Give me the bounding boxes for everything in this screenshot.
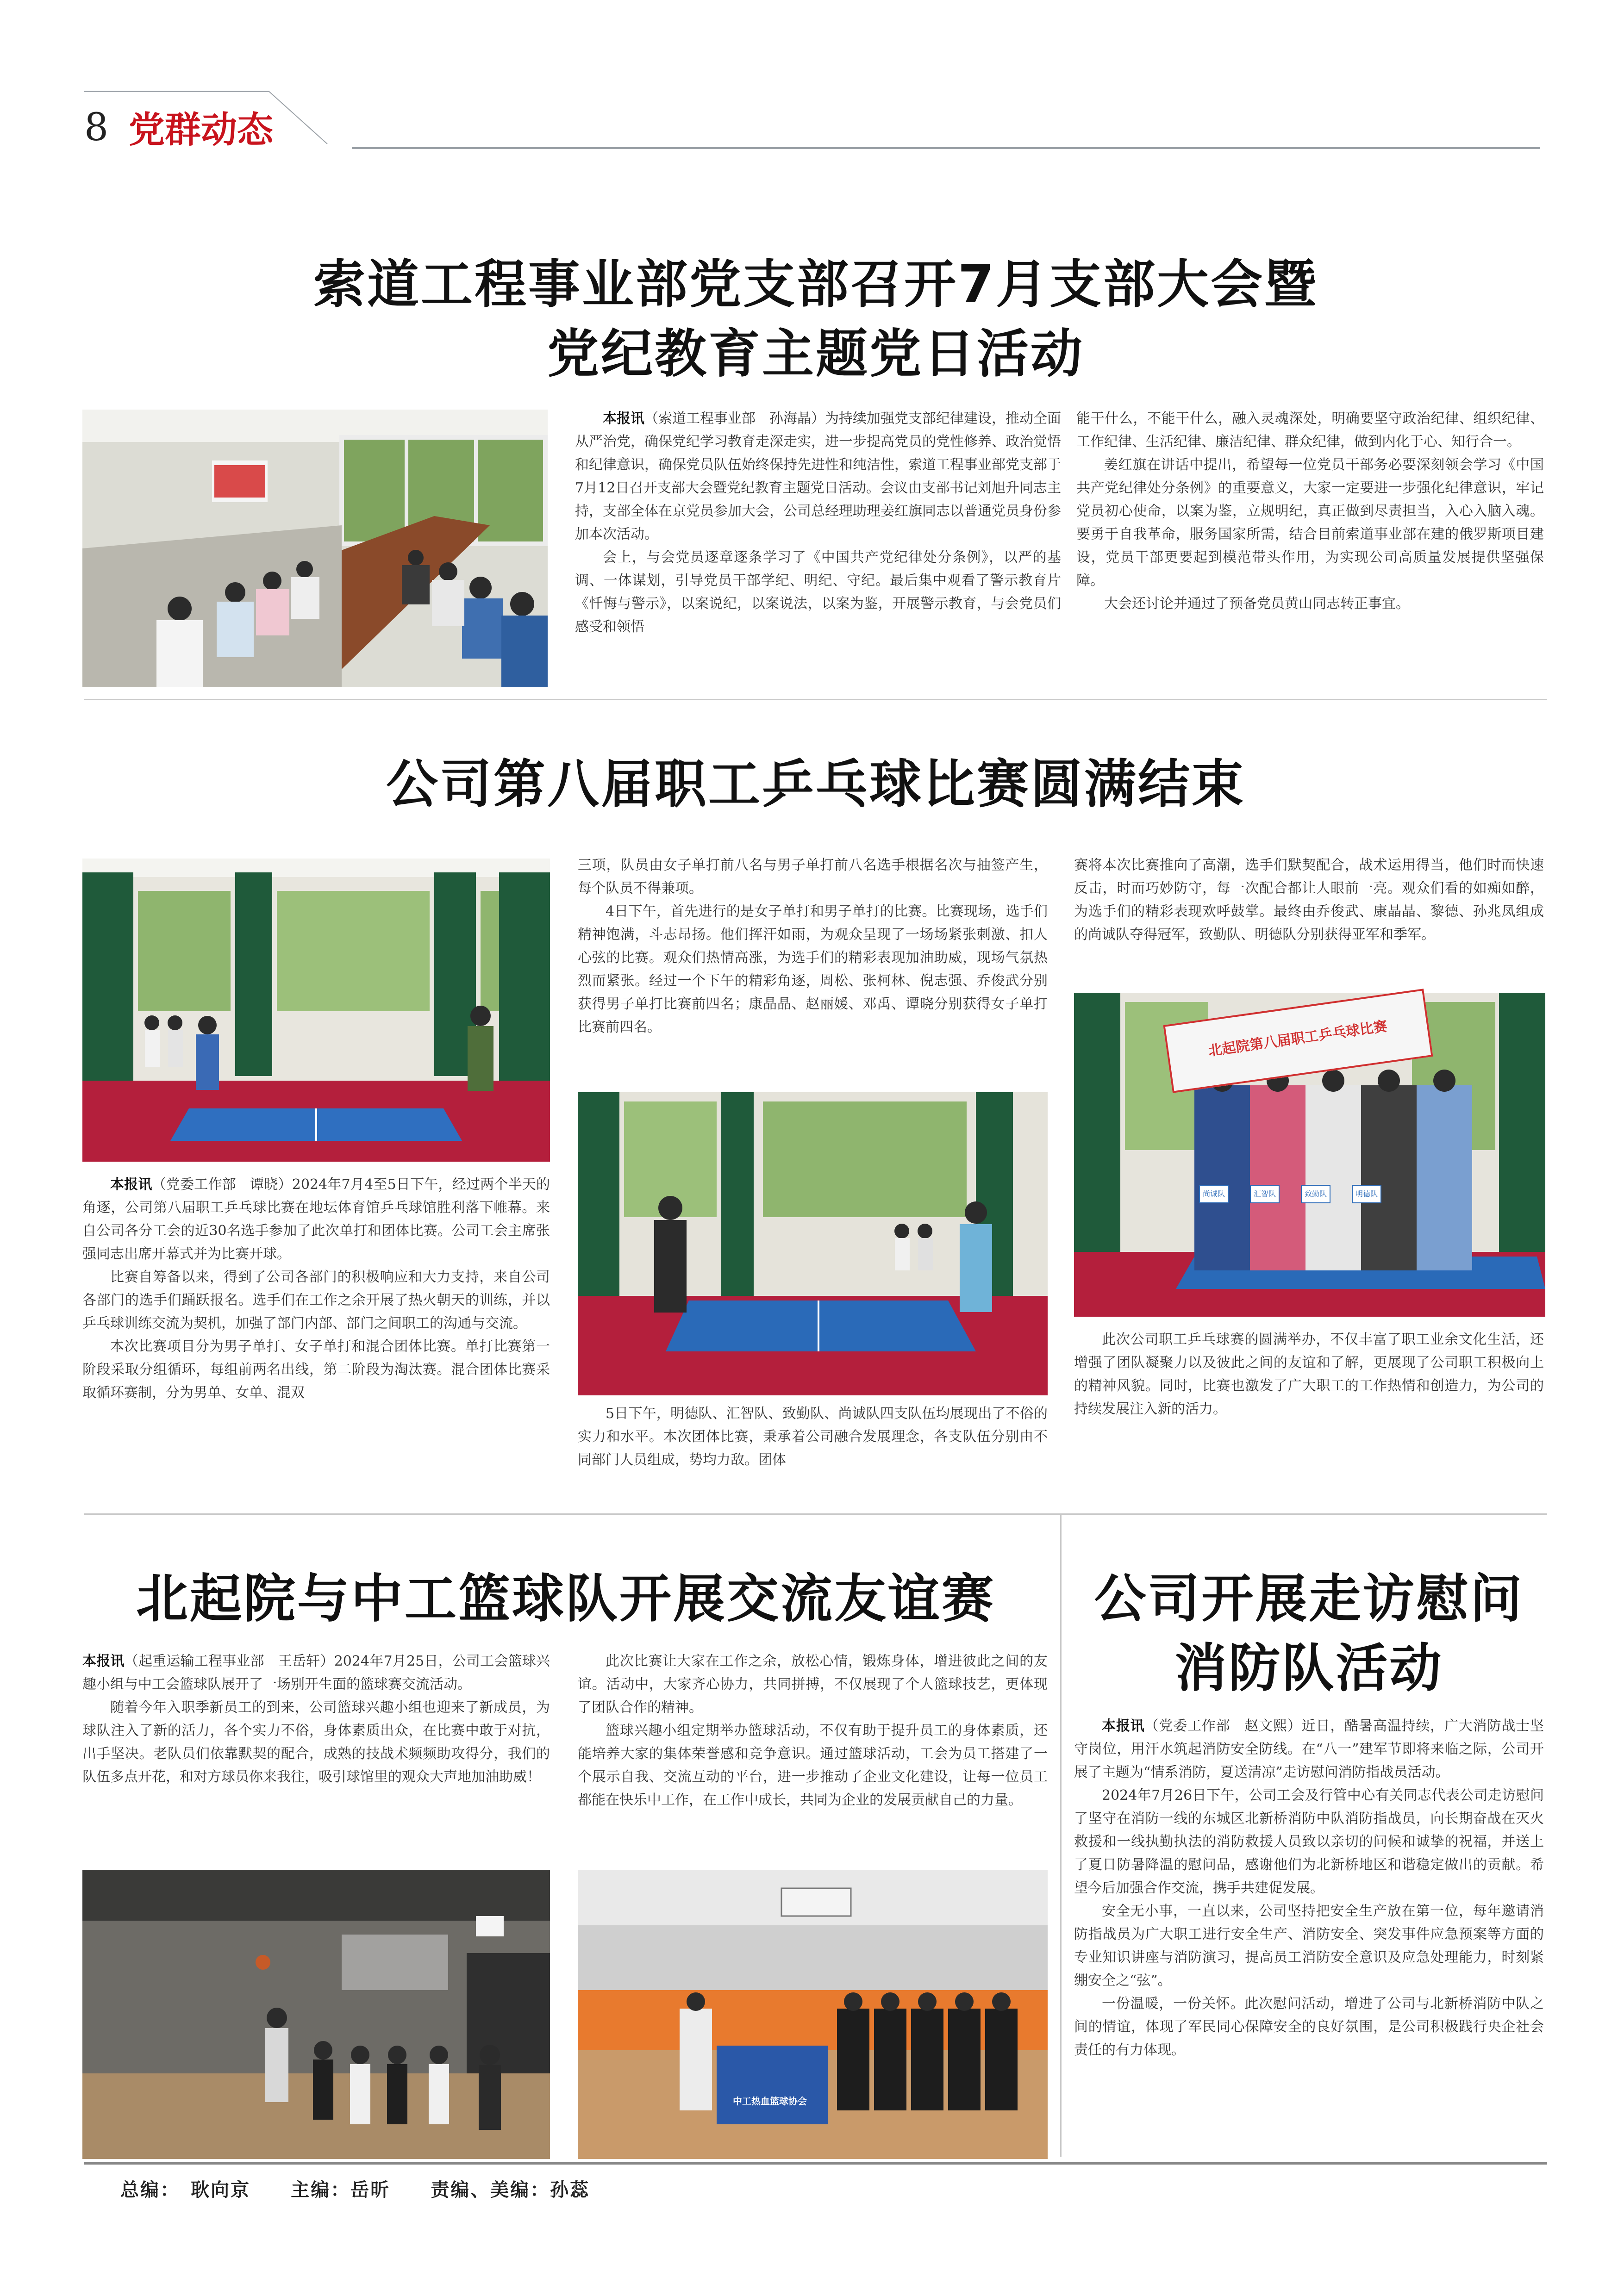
article2-column-2-top — [578, 854, 1048, 1039]
article1-meeting-photo — [82, 410, 548, 687]
article3-column-2 — [578, 1650, 1048, 1812]
article1-byline: 本报讯 — [603, 411, 644, 427]
team-flag-label: 中工热血篮球协会 — [733, 2096, 807, 2107]
article1-paragraph: 会上，与会党员逐章逐条学习了《中国共产党纪律处分条例》，以严的基调、一体谋划，引导党员干部学纪、明纪、守纪。最后集中观看了警示教育片《忏悔与警示》，以案说纪，以案说法，以案为鉴，开展警示教育，与会党员们感受和领悟 — [575, 549, 1061, 635]
article2-paragraph: 5日下午，明德队、汇智队、致勤队、尚诚队四支队伍均展现出了不俗的实力和水平。本次团体比赛，秉承着公司融合发展理念，各支队伍分别由不同部门人员组成，势均力敌。团体 — [578, 1406, 1048, 1468]
article4-title-line1: 公司开展走访慰问 — [1094, 1569, 1524, 1629]
article1-column-2 — [1076, 407, 1544, 616]
article3-paragraph: 2024年7月25日，公司工会篮球兴趣小组与中工会篮球队展开了一场别开生面的篮球赛交流活动。 — [82, 1653, 550, 1692]
article3-source: （起重运输工程事业部 王岳轩） — [124, 1653, 334, 1669]
article2-photo-singles — [82, 859, 550, 1162]
article3-title: 北起院与中工篮球队开展交流友谊赛 — [136, 1569, 995, 1629]
article4-paragraph: 2024年7月26日下午，公司工会及行管中心有关同志代表公司走访慰问了坚守在消防一线的东城区北新桥消防中队消防指战员，向长期奋战在灭火救援和一线执勤执法的消防救援人员致以亲切的问候和诚挚的祝福，并送上了夏日防暑降温的慰问品，感谢他们为北新桥地区和谐稳定做出的贡献。希望今后加强合作交流，携手共建促发展。 — [1074, 1787, 1544, 1896]
section-divider — [84, 699, 1547, 700]
editor: 主编：岳昕 — [291, 2179, 391, 2201]
article1-title — [84, 250, 1547, 389]
article4-source: （党委工作部 赵文熙） — [1144, 1718, 1302, 1734]
header-rule — [352, 147, 1540, 149]
article4-paragraph: 近日，酷暑高温持续，广大消防战士坚守岗位，用汗水筑起消防安全防线。在“八一”建军节即将来临之际，公司开展了主题为“情系消防，夏送清凉”走访慰问消防指战员活动。 — [1074, 1718, 1544, 1780]
article3-column-1 — [82, 1650, 550, 1789]
article3-photo-game — [82, 1870, 550, 2159]
article2-paragraph: 比赛自筹备以来，得到了公司各部门的积极响应和大力支持，来自公司各部门的选手们踊跃报名。选手们在工作之余开展了热火朝天的训练，并以乒乓球训练交流为契机，加强了部门内部、部门之间职工的沟通与交流。 — [82, 1269, 550, 1332]
article2-source: （党委工作部 谭晓） — [152, 1176, 292, 1193]
team-placard: 明德队 — [1352, 1185, 1381, 1203]
article2-paragraph: 本次比赛项目分为男子单打、女子单打和混合团体比赛。单打比赛第一阶段采取分组循环，每组前两名出线，第二阶段为淘汰赛。混合团体比赛采取循环赛制，分为男单、女单、混双 — [82, 1338, 550, 1401]
article1-paragraph: 姜红旗在讲话中提出，希望每一位党员干部务必要深刻领会学习《中国共产党纪律处分条例》的重要意义，大家一定要进一步强化纪律意识，牢记党员初心使命，以案为鉴，立规明纪，真正做到尽责担当，入心入脑入魂。要勇于自我革命，服务国家所需，结合目前索道事业部在建的俄罗斯项目建设，党员干部更要起到模范带头作用，为实现公司高质量发展提供坚强保障。 — [1076, 457, 1544, 589]
editorial-credits — [120, 2175, 618, 2202]
team-placard: 尚诚队 — [1199, 1185, 1229, 1203]
section-divider — [84, 1513, 1547, 1515]
article2-title: 公司第八届职工乒乓球比赛圆满结束 — [386, 754, 1245, 815]
article1-title-line1: 索道工程事业部党支部召开7月支部大会暨 — [313, 255, 1318, 315]
footer-rule — [84, 2162, 1547, 2165]
chief-editor: 总编： 耿向京 — [120, 2179, 250, 2201]
article2-column-3-top — [1074, 854, 1544, 946]
column-divider — [1060, 1513, 1062, 2157]
article3-paragraph: 此次比赛让大家在工作之余，放松心情，锻炼身体，增进彼此之间的友谊。活动中，大家齐心协力，共同拼搏，不仅展现了个人篮球技艺，更体现了团队合作的精神。 — [578, 1653, 1048, 1716]
tournament-banner: 北起院第八届职工乒乓球比赛 — [1163, 989, 1433, 1093]
article4-byline: 本报讯 — [1102, 1718, 1145, 1734]
article4-column — [1074, 1715, 1544, 2062]
section-title: 党群动态 — [129, 109, 274, 151]
article4-title — [1074, 1564, 1544, 1703]
article2-paragraph: 三项，队员由女子单打前八名与男子单打前八名选手根据名次与抽签产生，每个队员不得兼项。 — [578, 857, 1048, 896]
article2-byline: 本报讯 — [110, 1176, 152, 1193]
article3-paragraph: 篮球兴趣小组定期举办篮球活动，不仅有助于提升员工的身体素质，还能培养大家的集体荣誉感和竞争意识。通过篮球活动，工会为员工搭建了一个展示自我、交流互动的平台，进一步推动了企业文化建设，让每一位员工都能在快乐中工作，在工作中成长，共同为企业的发展贡献自己的力量。 — [578, 1723, 1048, 1808]
article2-paragraph: 4日下午，首先进行的是女子单打和男子单打的比赛。比赛现场，选手们精神饱满，斗志昂扬。他们挥汗如雨，为观众呈现了一场场紧张刺激、扣人心弦的比赛。观众们热情高涨，为选手们的精彩表现加油助威，现场气氛热烈而紧张。经过一个下午的精彩角逐，周松、张柯林、倪志强、乔俊武分别获得男子单打比赛前四名；康晶晶、赵丽媛、邓禹、谭晓分别获得女子单打比赛前四名。 — [578, 903, 1048, 1035]
article1-paragraph: 大会还讨论并通过了预备党员黄山同志转正事宜。 — [1104, 596, 1410, 612]
article4-paragraph: 一份温暖，一份关怀。此次慰问活动，增进了公司与北新桥消防中队之间的情谊，体现了军民同心保障安全的良好氛围，是公司积极践行央企社会责任的有力体现。 — [1074, 1996, 1544, 2058]
page-number: 8 — [84, 106, 109, 149]
article4-paragraph: 安全无小事，一直以来，公司坚持把安全生产放在第一位，每年邀请消防指战员为广大职工进行安全生产、消防安全、突发事件应急预案等方面的专业知识讲座与消防演习，提高员工消防安全意识及应急处理能力，时刻紧绷安全之“弦”。 — [1074, 1903, 1544, 1989]
article2-column-1 — [82, 1173, 550, 1405]
article4-title-line2: 消防队活动 — [1174, 1638, 1443, 1699]
article3-paragraph: 随着今年入职季新员工的到来，公司篮球兴趣小组也迎来了新成员，为球队注入了新的活力，各个实力不俗，身体素质出众，在比赛中敢于对抗，出手坚决。老队员们依靠默契的配合，成熟的技战术频频助攻得分，我们的队伍多点开花，和对方球员你来我往，吸引球馆里的观众大声地加油助威！ — [82, 1699, 550, 1785]
design-editor: 责编、美编：孙蕊 — [431, 2179, 590, 2201]
header-rule-diagonal — [269, 91, 328, 144]
article1-paragraph: 能干什么，不能干什么，融入灵魂深处，明确要坚守政治纪律、组织纪律、工作纪律、生活纪律、廉洁纪律、群众纪律，做到内化于心、知行合一。 — [1076, 411, 1544, 450]
team-placard: 汇智队 — [1250, 1185, 1280, 1203]
article3-photo-team — [578, 1870, 1048, 2159]
article3-byline: 本报讯 — [82, 1653, 125, 1669]
article1-source: （索道工程事业部 孙海晶） — [644, 411, 825, 427]
article2-photo-match — [578, 1092, 1048, 1395]
article2-paragraph: 此次公司职工乒乓球赛的圆满举办，不仅丰富了职工业余文化生活，还增强了团队凝聚力以及彼此之间的友谊和了解，更展现了公司职工积极向上的精神风貌。同时，比赛也激发了广大职工的工作热情和创造力，为公司的持续发展注入新的活力。 — [1074, 1332, 1544, 1417]
article2-paragraph: 赛将本次比赛推向了高潮，选手们默契配合，战术运用得当，他们时而快速反击，时而巧妙防守，每一次配合都让人眼前一亮。观众们看的如痴如醉，为选手们的精彩表现欢呼鼓掌。最终由乔俊武、康晶晶、黎德、孙兆凤组成的尚诚队夺得冠军，致勤队、明德队分别获得亚军和季军。 — [1074, 857, 1544, 943]
article1-column-1 — [575, 407, 1061, 639]
team-placard: 致勤队 — [1301, 1185, 1330, 1203]
article2-column-2-bottom — [578, 1402, 1048, 1472]
article1-paragraph: 为持续加强党支部纪律建设，推动全面从严治党，确保党纪学习教育走深走实，进一步提高党员的党性修养、政治觉悟和纪律意识，确保党员队伍始终保持先进性和纯洁性，索道工程事业部党支部于7月12日召开支部大会暨党纪教育主题党日活动。会议由支部书记刘旭升同志主持，支部全体在京党员参加大会，公司总经理助理姜红旗同志以普通党员身份参加本次活动。 — [575, 411, 1061, 542]
article2-column-3-bottom — [1074, 1328, 1544, 1421]
article1-title-line2: 党纪教育主题党日活动 — [547, 324, 1084, 384]
header-rule-top — [84, 91, 269, 92]
article2-paragraph: 2024年7月4至5日下午，经过两个半天的角逐，公司第八届职工乒乓球比赛在地坛体育馆乒乓球馆胜利落下帷幕。来自公司各分工会的近30名选手参加了此次单打和团体比赛。公司工会主席张强同志出席开幕式并为比赛开球。 — [82, 1176, 550, 1262]
